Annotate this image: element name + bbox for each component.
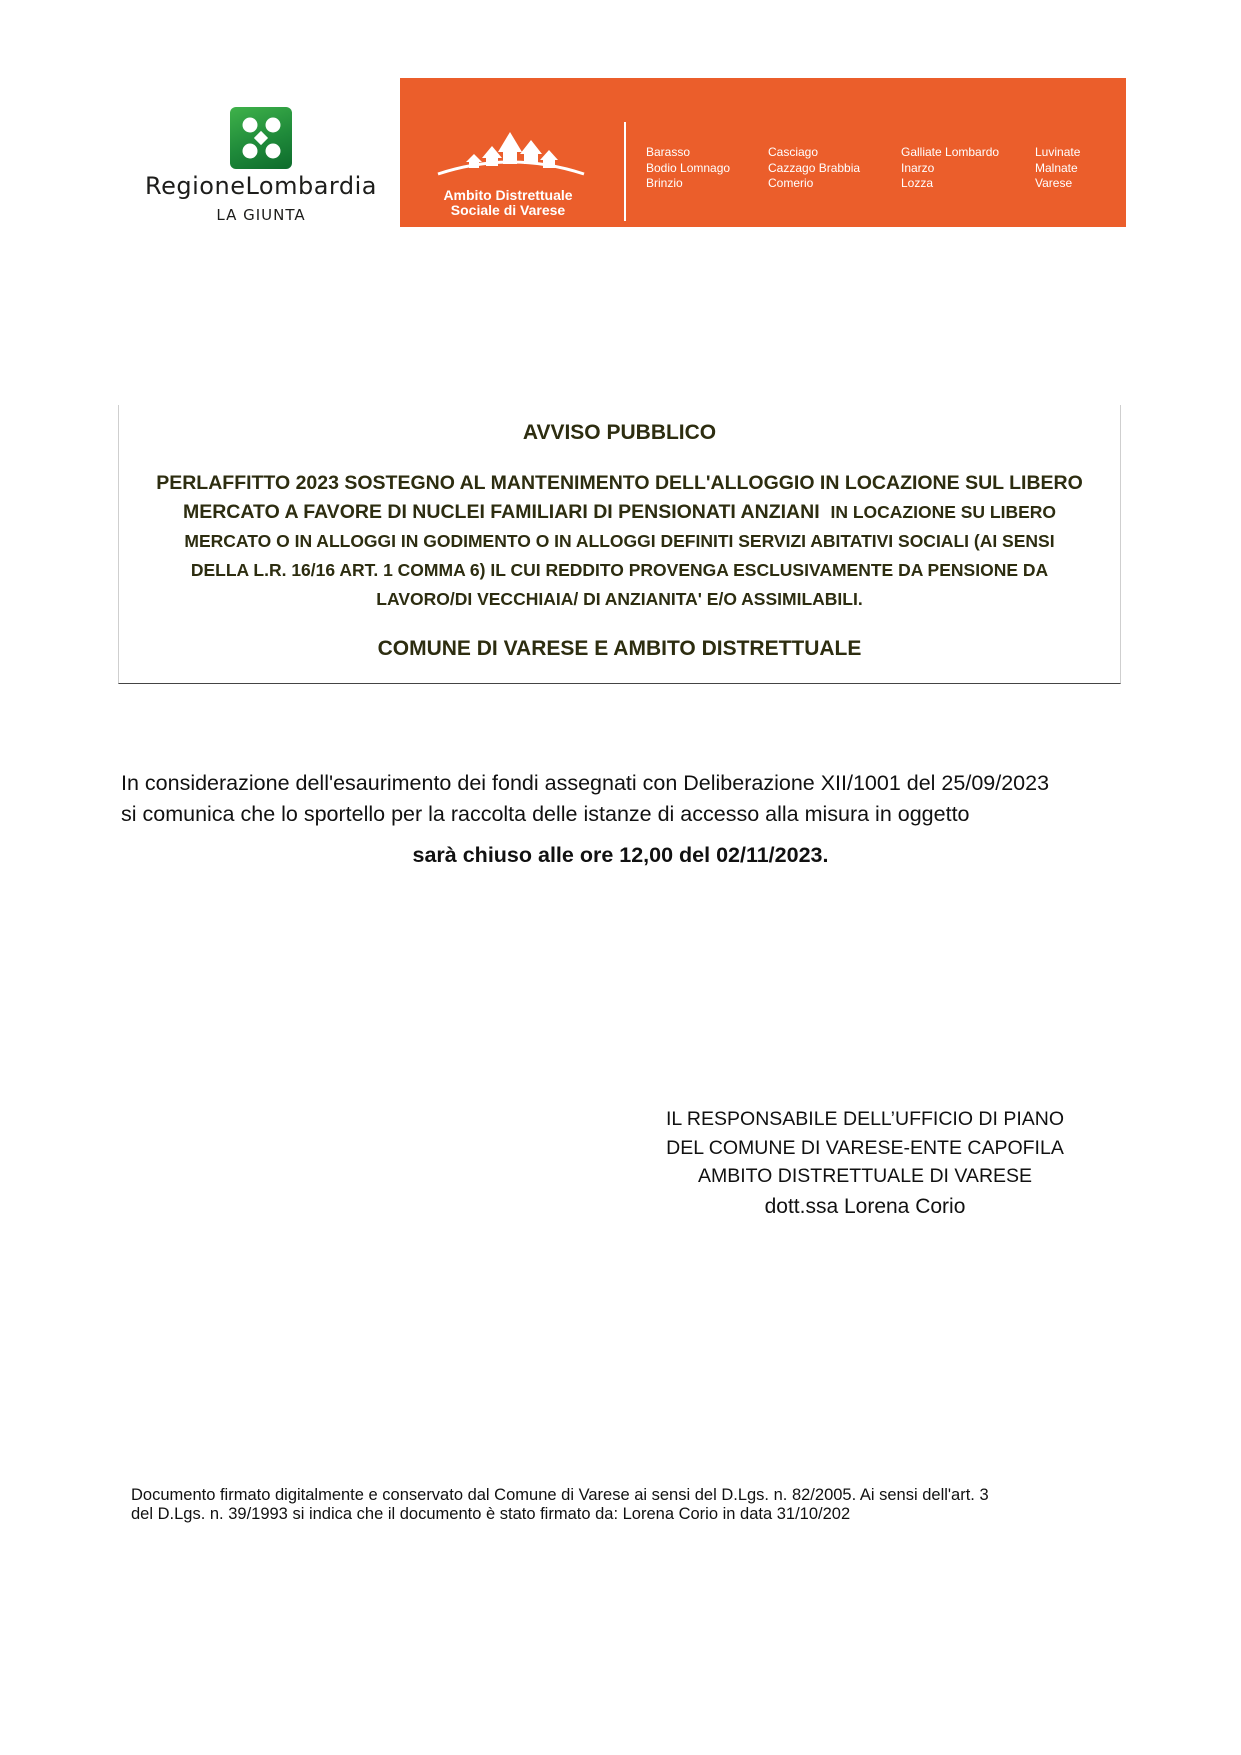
municipality-column-2: Casciago Cazzago Brabbia Comerio xyxy=(768,145,861,190)
regione-lombardia-subtitle: LA GIUNTA xyxy=(216,206,306,224)
banner-divider xyxy=(624,122,626,221)
ambito-banner xyxy=(400,78,1126,227)
signatory-name: dott.ssa Lorena Corio xyxy=(764,1194,966,1218)
notice-issuer: COMUNE DI VARESE E AMBITO DISTRETTUALE xyxy=(377,637,862,660)
regione-lombardia-name: RegioneLombardia xyxy=(145,172,377,200)
notice-title: AVVISO PUBBLICO xyxy=(522,421,717,444)
municipality-column-3: Galliate Lombardo Inarzo Lozza xyxy=(901,145,1000,190)
signature-block: IL RESPONSABILE DELL’UFFICIO DI PIANO DEL COMUNE DI VARESE-ENTE CAPOFILA AMBITO DISTRETTUALE DI VARESE dott.ssa Lorena Corio xyxy=(640,1105,1090,1221)
notice-box xyxy=(118,405,1121,684)
regione-lombardia-logo xyxy=(130,100,400,230)
municipality-column-4: Luvinate Malnate Varese xyxy=(1035,145,1081,190)
municipality-column-1: Barasso Bodio Lomnago Brinzio xyxy=(646,145,731,190)
ambito-title: Ambito Distrettuale Sociale di Varese xyxy=(443,187,573,218)
digital-signature-footer: Documento firmato digitalmente e conservato dal Comune di Varese ai sensi del D.Lgs. n. 82/2005. Ai sensi dell'art. 3 del D.Lgs. n. 39/1993 si indica che il documento è stato firmato da: Lorena Corio in data 31/10/202 xyxy=(131,1486,989,1523)
ambito-houses-icon xyxy=(436,122,586,186)
regione-lombardia-rose-icon xyxy=(230,107,292,169)
closing-statement: sarà chiuso alle ore 12,00 del 02/11/2023. xyxy=(412,843,829,867)
notice-subject: PERLAFFITTO 2023 SOSTEGNO AL MANTENIMENTO DELL'ALLOGGIO IN LOCAZIONE SUL LIBERO MERCATO A FAVORE DI NUCLEI FAMILIARI DI PENSIONATI ANZIANI IN LOCAZIONE SU LIBERO MERCATO O IN ALLOGGI IN GODIMENTO O IN ALLOGGI DEFINITI SERVIZI ABITATIVI SOCIALI (AI SENSI DELLA L.R. 16/16 ART. 1 COMMA 6) IL CUI REDDITO PROVENGA ESCLUSIVAMENTE DA PENSIONE DA LAVORO/DI VECCHIAIA/ DI ANZIANITA' E/O ASSIMILABILI. xyxy=(156,472,1083,609)
body-paragraph: In considerazione dell'esaurimento dei fondi assegnati con Deliberazione XII/1001 del 25/09/2023 si comunica che lo sportello per la raccolta delle istanze di accesso alla misura in oggetto xyxy=(121,771,1050,826)
